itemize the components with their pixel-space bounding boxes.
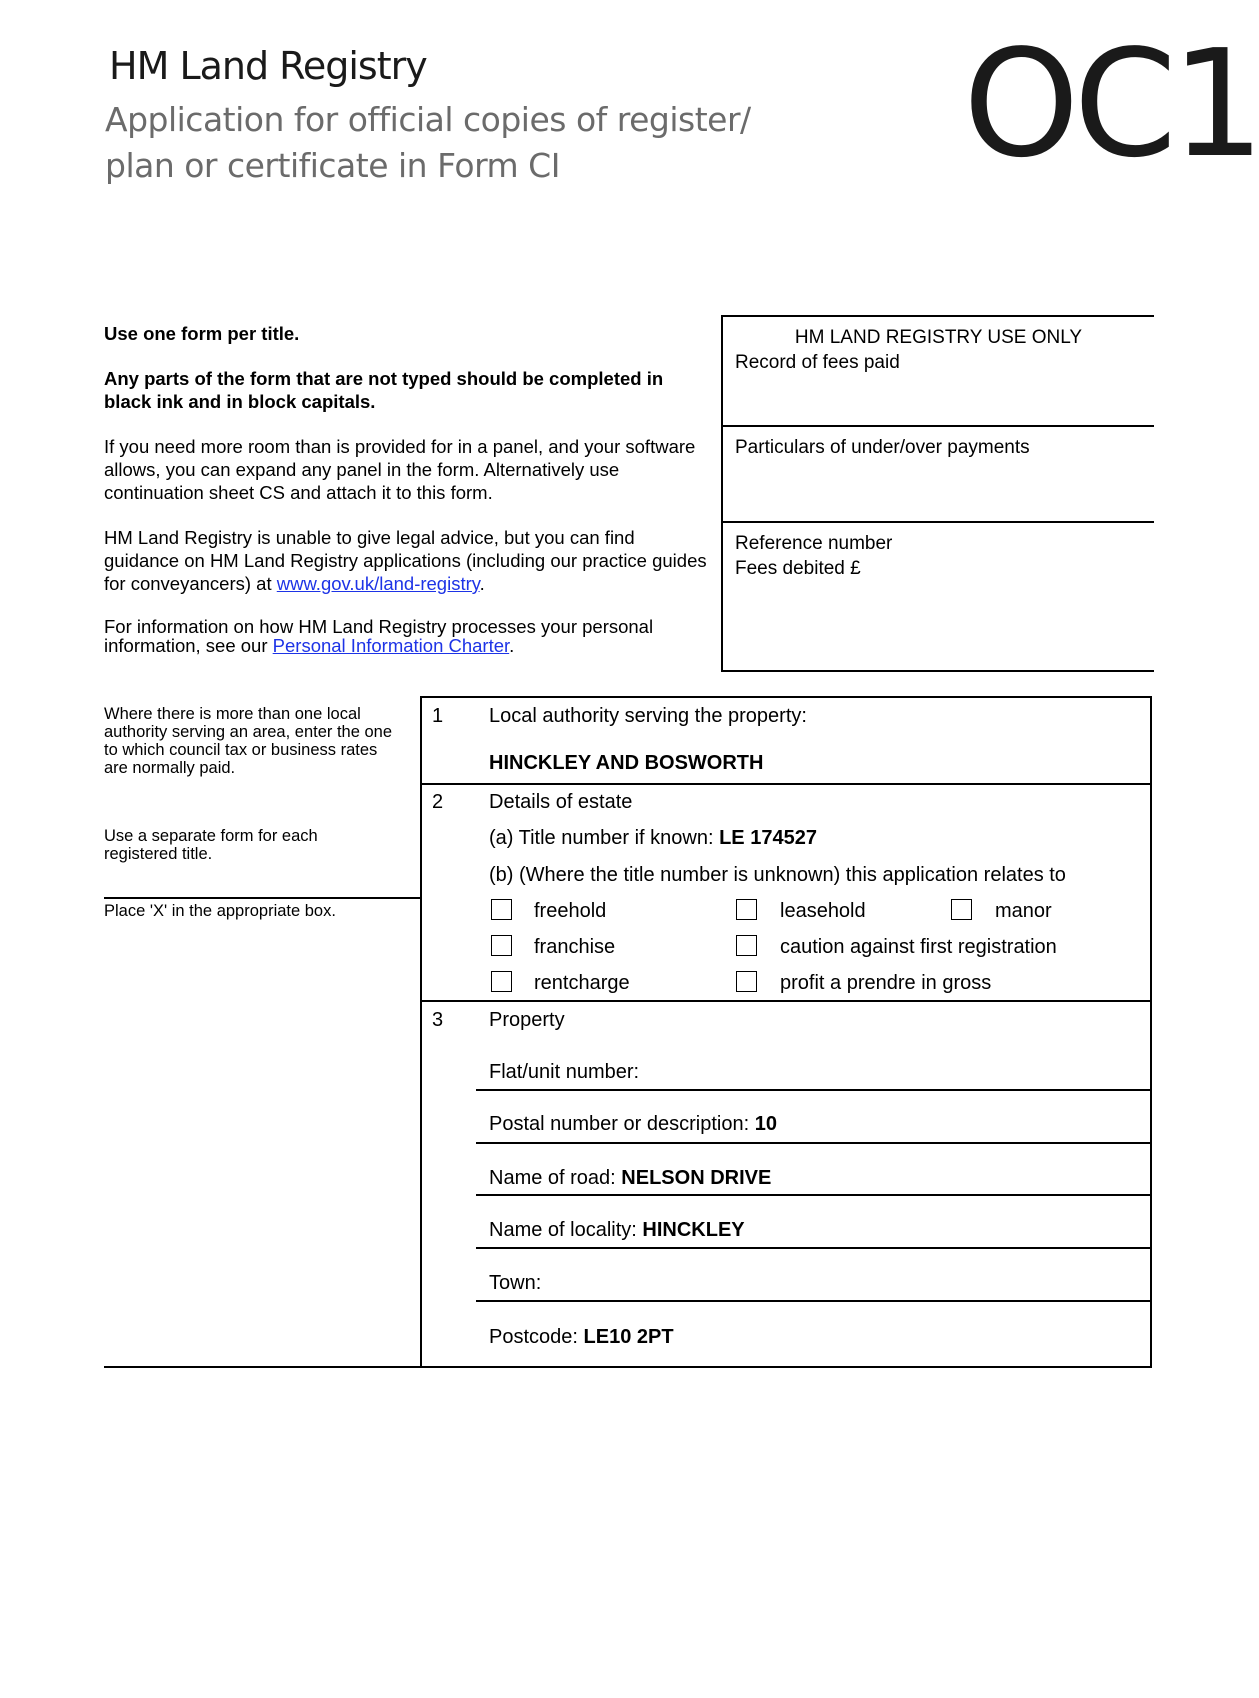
freehold-checkbox[interactable] — [491, 899, 512, 920]
legal-advice-text: HM Land Registry is unable to give legal advice, but you can find guidance on HM Land Registry applications (including our practice guides for conveyancers) at — [104, 527, 707, 594]
road-value[interactable]: NELSON DRIVE — [621, 1167, 772, 1189]
record-fees-label: Record of fees paid — [735, 352, 900, 373]
franchise-label: franchise — [534, 936, 616, 958]
form-code: OC1 — [963, 18, 1259, 190]
rentcharge-checkbox[interactable] — [491, 971, 512, 992]
title-number-label: (a) Title number if known: — [489, 827, 714, 849]
profit-label: profit a prendre in gross — [780, 972, 992, 994]
locality-value[interactable]: HINCKLEY — [642, 1219, 745, 1241]
form-title-line1: Application for official copies of register/ — [105, 100, 751, 139]
separate-form-note: Use a separate form for each registered title. — [104, 827, 318, 863]
town-row[interactable] — [489, 1272, 541, 1295]
fees-debited-label: Fees debited £ — [735, 558, 861, 579]
panel-2-number: 2 — [432, 791, 444, 813]
road-label: Name of road: — [489, 1167, 616, 1189]
local-authority-value[interactable]: HINCKLEY AND BOSWORTH — [489, 752, 764, 774]
postal-number-label: Postal number or description: — [489, 1113, 750, 1135]
personal-information-charter-link[interactable]: Personal Information Charter — [272, 635, 510, 656]
details-of-estate-label: Details of estate — [489, 791, 633, 813]
panel-3-number: 3 — [432, 1009, 444, 1031]
town-divider — [476, 1300, 1152, 1302]
leasehold-checkbox[interactable] — [736, 899, 757, 920]
organisation-name: HM Land Registry — [109, 44, 427, 88]
record-fees-cell — [723, 317, 1154, 427]
caution-checkbox[interactable] — [736, 935, 757, 956]
postcode-label: Postcode: — [489, 1326, 578, 1348]
road-divider — [476, 1194, 1152, 1196]
title-number-row — [489, 827, 817, 850]
profit-checkbox[interactable] — [736, 971, 757, 992]
flat-unit-divider — [476, 1089, 1152, 1091]
office-use-heading: HM LAND REGISTRY USE ONLY — [794, 327, 1083, 348]
personal-info-text: For information on how HM Land Registry processes your personal information, see our — [104, 616, 654, 656]
leasehold-label: leasehold — [780, 900, 866, 922]
locality-label: Name of locality: — [489, 1219, 637, 1241]
intro-one-form: Use one form per title. — [104, 323, 300, 344]
personal-info-end: . — [509, 635, 515, 656]
panel-2 — [420, 783, 1152, 1002]
franchise-checkbox[interactable] — [491, 935, 512, 956]
form-title-line2: plan or certificate in Form CI — [105, 146, 560, 185]
intro-block-capitals: Any parts of the form that are not typed should be completed in black ink and in block capitals. — [104, 368, 664, 412]
caution-label: caution against first registration — [780, 936, 1057, 958]
intro-guidance — [104, 322, 714, 677]
local-authority-note: Where there is more than one local authority serving an area, enter the one to which council tax or business rates are normally paid. — [104, 705, 393, 777]
intro-personal-info — [104, 617, 714, 655]
postal-number-value[interactable]: 10 — [754, 1113, 777, 1135]
local-authority-label: Local authority serving the property: — [489, 705, 807, 727]
flat-unit-label: Flat/unit number: — [489, 1061, 640, 1083]
reference-number-label: Reference number — [735, 533, 893, 554]
locality-row[interactable] — [489, 1219, 745, 1242]
rentcharge-label: rentcharge — [534, 972, 630, 994]
particulars-label: Particulars of under/over payments — [735, 437, 1030, 458]
town-label: Town: — [489, 1272, 542, 1294]
freehold-label: freehold — [534, 900, 607, 922]
side-divider — [104, 897, 420, 899]
title-unknown-label: (b) (Where the title number is unknown) this application relates to — [489, 864, 1066, 886]
postcode-value[interactable]: LE10 2PT — [583, 1326, 674, 1348]
reference-cell — [723, 523, 1154, 668]
particulars-cell — [723, 427, 1154, 523]
office-use-box — [721, 315, 1154, 672]
road-row[interactable] — [489, 1167, 771, 1190]
intro-more-room: If you need more room than is provided for in a panel, and your software allows, you can expand any panel in the form. Alternatively use continuation sheet CS and attach it to this form. — [104, 436, 696, 503]
intro-legal-advice — [104, 526, 714, 595]
title-number-value[interactable]: LE 174527 — [719, 827, 817, 849]
land-registry-link[interactable]: www.gov.uk/land-registry — [276, 573, 480, 594]
postcode-row[interactable] — [489, 1326, 674, 1349]
bottom-rule — [104, 1366, 1152, 1368]
property-label: Property — [489, 1009, 565, 1031]
locality-divider — [476, 1247, 1152, 1249]
manor-label: manor — [995, 900, 1052, 922]
postal-number-row[interactable] — [489, 1113, 777, 1136]
panel-1-number: 1 — [432, 705, 444, 727]
manor-checkbox[interactable] — [951, 899, 972, 920]
legal-advice-end: . — [479, 573, 485, 594]
place-x-note: Place 'X' in the appropriate box. — [104, 902, 336, 920]
postal-number-divider — [476, 1142, 1152, 1144]
flat-unit-row[interactable] — [489, 1061, 639, 1084]
